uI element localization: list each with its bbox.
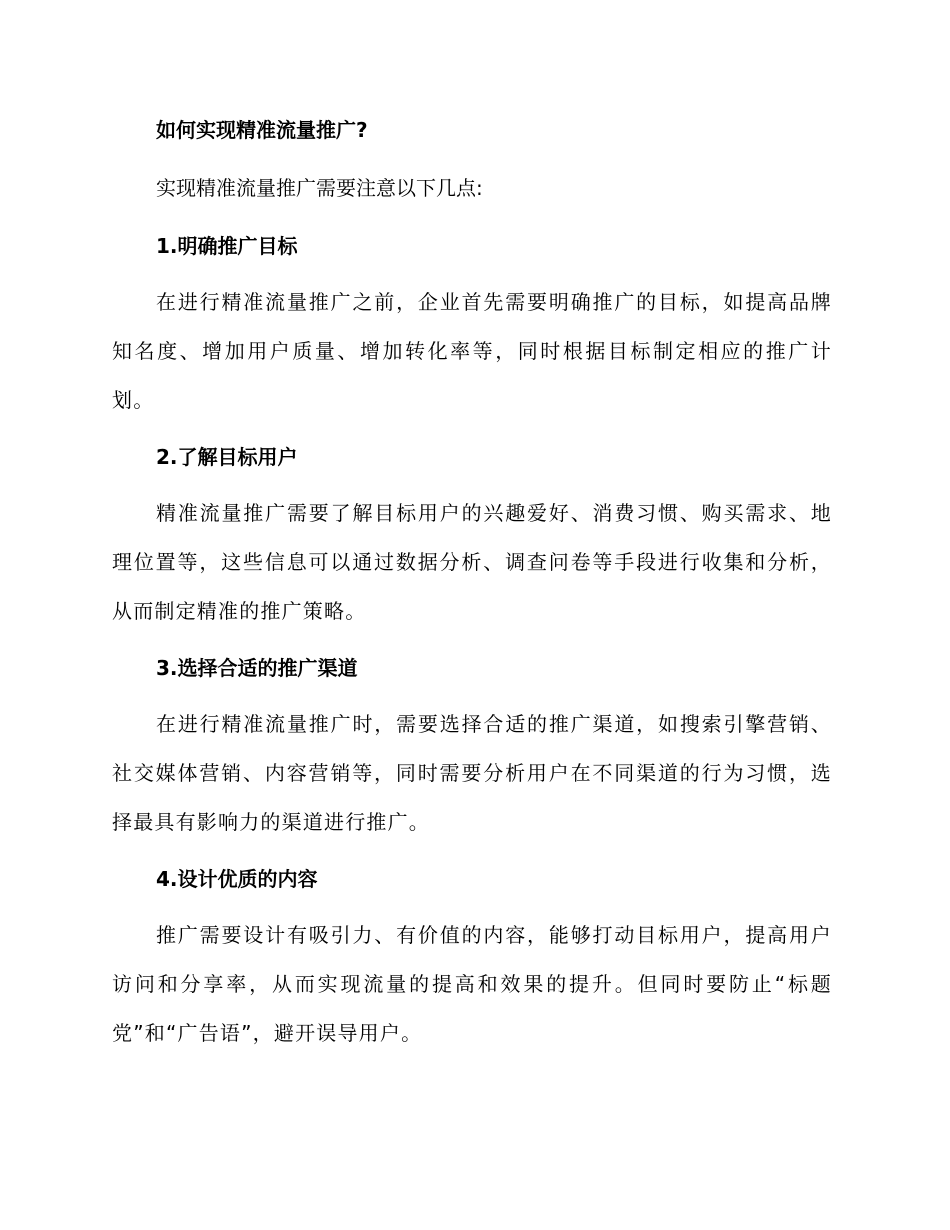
section-2 — [112, 431, 832, 636]
section-1 — [112, 220, 832, 425]
section-body: 推广需要设计有吸引力、有价值的内容，能够打动目标用户，提高用户访问和分享率，从而实现流量的提高和效果的提升。但同时要防止“标题党”和“广告语”，避开误导用户。 — [112, 923, 832, 1045]
section-body: 精准流量推广需要了解目标用户的兴趣爱好、消费习惯、购买需求、地理位置等，这些信息可以通过数据分析、调查问卷等手段进行收集和分析，从而制定精准的推广策略。 — [112, 501, 832, 623]
section-heading: 4.设计优质的内容 — [156, 867, 318, 891]
section-4 — [112, 853, 832, 1058]
section-heading: 3.选择合适的推广渠道 — [156, 656, 358, 680]
section-heading: 2.了解目标用户 — [156, 445, 298, 469]
section-3 — [112, 642, 832, 847]
document-content — [112, 104, 832, 1064]
section-body: 在进行精准流量推广时，需要选择合适的推广渠道，如搜索引擎营销、社交媒体营销、内容营销等，同时需要分析用户在不同渠道的行为习惯，选择最具有影响力的渠道进行推广。 — [112, 712, 832, 834]
intro-paragraph: 实现精准流量推广需要注意以下几点: — [156, 176, 483, 200]
document-title: 如何实现精准流量推广? — [156, 118, 368, 142]
section-heading: 1.明确推广目标 — [156, 234, 298, 258]
section-body: 在进行精准流量推广之前，企业首先需要明确推广的目标，如提高品牌知名度、增加用户质量、增加转化率等，同时根据目标制定相应的推广计划。 — [112, 290, 832, 412]
